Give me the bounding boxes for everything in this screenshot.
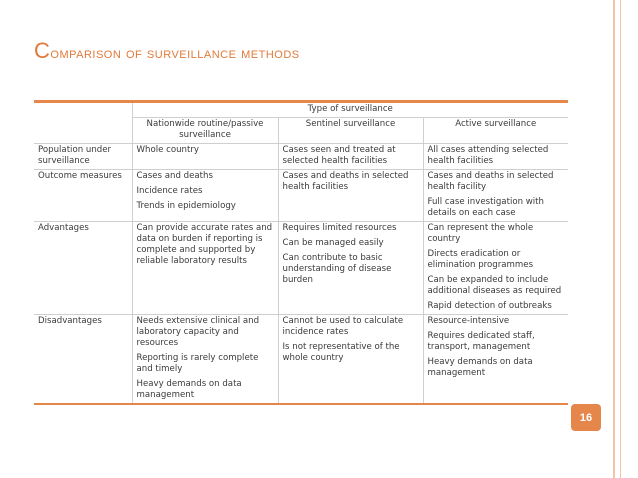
cell-passive	[132, 170, 278, 222]
decorative-rule-thin	[620, 0, 621, 478]
cell-sentinel	[278, 170, 423, 222]
slide-title	[34, 38, 300, 64]
cell-text: Cases seen and treated at selected health facilities	[282, 145, 396, 166]
column-header-active: Active surveillance	[423, 118, 568, 144]
cell-text: Reporting is rarely complete and timely	[136, 353, 259, 374]
page-number: 16	[579, 411, 593, 424]
cell-text: Whole country	[136, 145, 199, 155]
cell-text: Cases and deaths in selected health facility	[427, 171, 554, 192]
cell-passive	[132, 222, 278, 315]
cell-text: Cannot be used to calculate incidence rates	[282, 316, 404, 337]
cell-text: Incidence rates	[136, 186, 203, 196]
comparison-table	[34, 100, 568, 405]
row-label: Advantages	[34, 222, 132, 315]
table-row	[34, 315, 568, 405]
table-row	[34, 170, 568, 222]
cell-text: Requires dedicated staff, transport, management	[427, 331, 535, 352]
cell-text: Can provide accurate rates and data on burden if reporting is complete and supported by reliable laboratory results	[136, 223, 273, 266]
cell-text: Can be expanded to include additional diseases as required	[427, 275, 562, 296]
group-header-row	[34, 103, 568, 118]
title-rest: omparison of surveillance methods	[50, 45, 300, 62]
cell-text: Rapid detection of outbreaks	[427, 301, 552, 311]
title-initial: C	[34, 38, 51, 63]
column-header-passive: Nationwide routine/passive surveillance	[132, 118, 278, 144]
cell-text: Trends in epidemiology	[136, 201, 236, 211]
header-blank	[34, 103, 132, 118]
cell-text: Can contribute to basic understanding of disease burden	[282, 253, 392, 285]
cell-text: Cases and deaths in selected health facilities	[282, 171, 409, 192]
row-label: Disadvantages	[34, 315, 132, 405]
cell-sentinel	[278, 315, 423, 405]
cell-text: Full case investigation with details on each case	[427, 197, 545, 218]
cell-text: Can be managed easily	[282, 238, 384, 248]
cell-passive	[132, 315, 278, 405]
row-label: Population under surveillance	[34, 144, 132, 170]
column-header-sentinel: Sentinel surveillance	[278, 118, 423, 144]
cell-text: Heavy demands on data management	[136, 379, 242, 400]
cell-text: All cases attending selected health facilities	[427, 145, 549, 166]
cell-sentinel	[278, 144, 423, 170]
cell-text: Cases and deaths	[136, 171, 213, 181]
cell-text: Requires limited resources	[282, 223, 397, 233]
cell-text: Needs extensive clinical and laboratory capacity and resources	[136, 316, 260, 348]
table-row	[34, 144, 568, 170]
cell-text: Can represent the whole country	[427, 223, 534, 244]
cell-active	[423, 144, 568, 170]
cell-sentinel	[278, 222, 423, 315]
cell-active	[423, 222, 568, 315]
cell-text: Directs eradication or elimination programmes	[427, 249, 534, 270]
cell-text: Heavy demands on data management	[427, 357, 533, 378]
column-header-row	[34, 118, 568, 144]
cell-text: Resource-intensive	[427, 316, 510, 326]
cell-active	[423, 315, 568, 405]
cell-active	[423, 170, 568, 222]
row-label: Outcome measures	[34, 170, 132, 222]
group-header: Type of surveillance	[132, 103, 568, 118]
page-number-badge	[571, 404, 601, 431]
cell-text: Is not representative of the whole country	[282, 342, 400, 363]
cell-passive	[132, 144, 278, 170]
decorative-rule	[613, 0, 615, 478]
table-row	[34, 222, 568, 315]
header-blank	[34, 118, 132, 144]
surveillance-table	[34, 103, 568, 405]
